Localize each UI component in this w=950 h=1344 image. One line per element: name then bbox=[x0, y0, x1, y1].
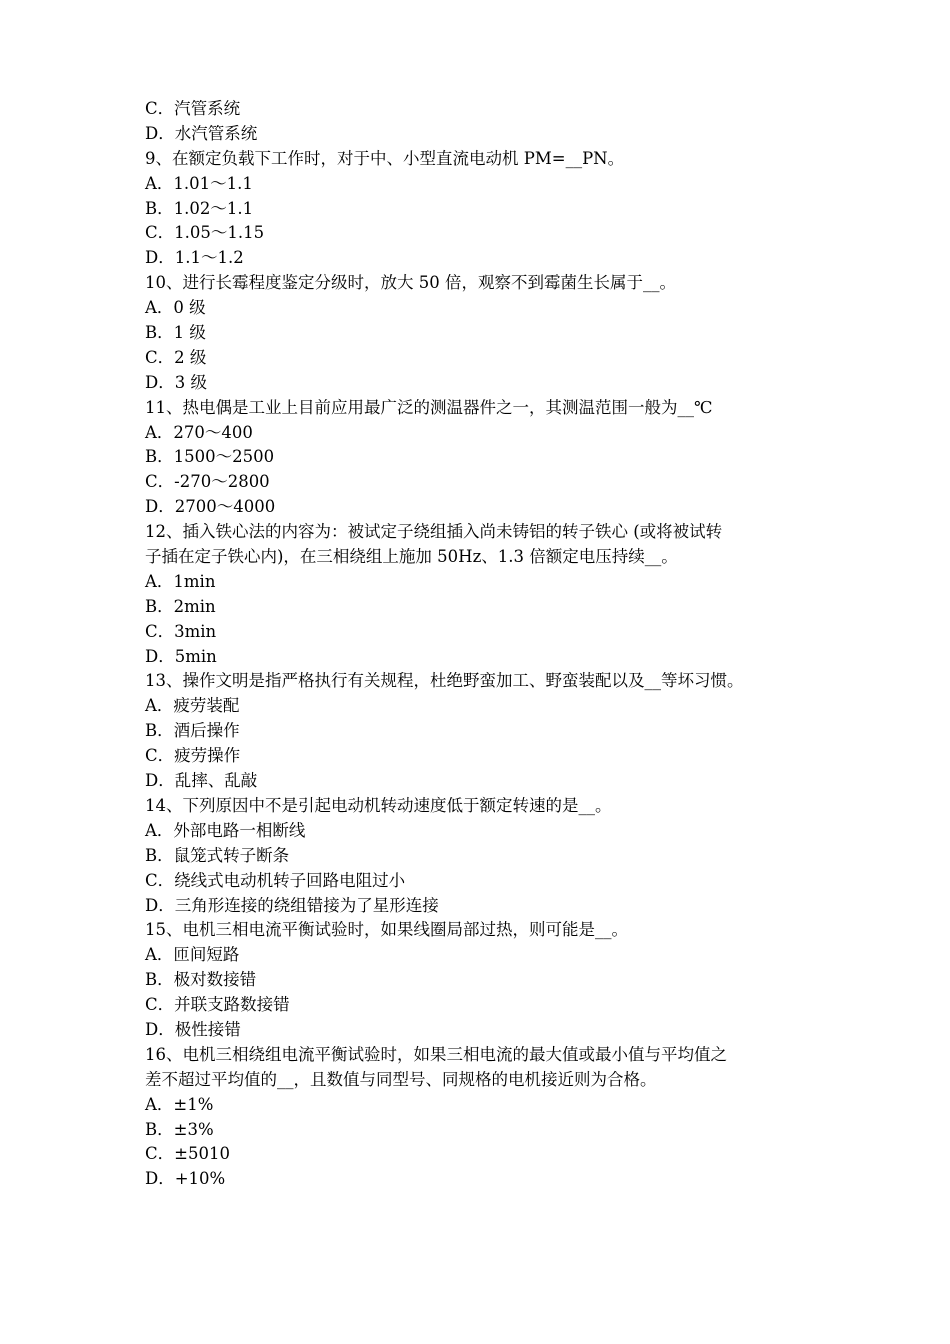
answer-option: C．汽管系统 bbox=[145, 99, 241, 118]
answer-option: C．3min bbox=[145, 621, 217, 641]
answer-option: D．三角形连接的绕组错接为了星形连接 bbox=[145, 895, 439, 915]
answer-option: D．5min bbox=[145, 646, 217, 666]
answer-option: D．3 级 bbox=[145, 372, 207, 392]
answer-option: D．1.1～1.2 bbox=[145, 248, 244, 268]
question-text bbox=[145, 1043, 810, 1093]
answer-option: A．0 级 bbox=[145, 298, 206, 318]
answer-option: C．绕线式电动机转子回路电阻过小 bbox=[145, 870, 406, 890]
answer-option: C．1.05～1.15 bbox=[145, 223, 265, 243]
answer-option: A．270～400 bbox=[145, 422, 253, 442]
answer-option: D．2700～4000 bbox=[145, 497, 276, 517]
document-page bbox=[145, 97, 810, 1192]
answer-option: B．1.02～1.1 bbox=[145, 198, 254, 218]
answer-option: D．乱摔、乱敲 bbox=[145, 771, 258, 791]
question-line: 16、电机三相绕组电流平衡试验时，如果三相电流的最大值或最小值与平均值之 bbox=[145, 1044, 727, 1064]
question-text: 9、在额定负载下工作时，对于中、小型直流电动机 PM=__PN。 bbox=[145, 148, 625, 168]
question-line: 12、插入铁心法的内容为：被试定子绕组插入尚未铸铝的转子铁心 (或将被试转 bbox=[145, 522, 723, 542]
answer-option: B．1 级 bbox=[145, 323, 206, 343]
answer-option: B．酒后操作 bbox=[145, 721, 240, 741]
answer-option: C．并联支路数接错 bbox=[145, 995, 290, 1015]
answer-option: C．2 级 bbox=[145, 347, 207, 367]
answer-option: A．外部电路一相断线 bbox=[145, 820, 306, 840]
question-text: 10、进行长霉程度鉴定分级时，放大 50 倍，观察不到霉菌生长属于__。 bbox=[145, 273, 676, 293]
question-text bbox=[145, 520, 810, 570]
answer-option: C．疲劳操作 bbox=[145, 746, 241, 766]
question-text: 13、操作文明是指严格执行有关规程，杜绝野蛮加工、野蛮装配以及__等坏习惯。 bbox=[145, 671, 744, 691]
answer-option: A．1min bbox=[145, 571, 216, 591]
answer-option: B．1500～2500 bbox=[145, 447, 275, 467]
question-text: 14、下列原因中不是引起电动机转动速度低于额定转速的是__。 bbox=[145, 795, 612, 815]
answer-option: D．水汽管系统 bbox=[145, 123, 258, 143]
answer-option: C．-270～2800 bbox=[145, 472, 270, 492]
question-text: 11、热电偶是工业上目前应用最广泛的测温器件之一，其测温范围一般为__℃ bbox=[145, 397, 713, 417]
answer-option: B．极对数接错 bbox=[145, 970, 257, 990]
answer-option: B．鼠笼式转子断条 bbox=[145, 845, 290, 865]
answer-option: A．1.01～1.1 bbox=[145, 173, 253, 193]
answer-option: D．+10% bbox=[145, 1169, 226, 1189]
question-text: 15、电机三相电流平衡试验时，如果线圈局部过热，则可能是__。 bbox=[145, 920, 628, 940]
question-line: 差不超过平均值的__，且数值与同型号、同规格的电机接近则为合格。 bbox=[145, 1069, 657, 1089]
answer-option: A．±1% bbox=[145, 1094, 214, 1114]
answer-option: B．2min bbox=[145, 596, 216, 616]
answer-option: A．匝间短路 bbox=[145, 945, 240, 965]
answer-option: D．极性接错 bbox=[145, 1019, 241, 1039]
answer-option: C．±5010 bbox=[145, 1144, 230, 1164]
answer-option: B．±3% bbox=[145, 1119, 214, 1139]
question-line: 子插在定子铁心内)，在三相绕组上施加 50Hz、1.3 倍额定电压持续__。 bbox=[145, 547, 678, 567]
answer-option: A．疲劳装配 bbox=[145, 696, 240, 716]
